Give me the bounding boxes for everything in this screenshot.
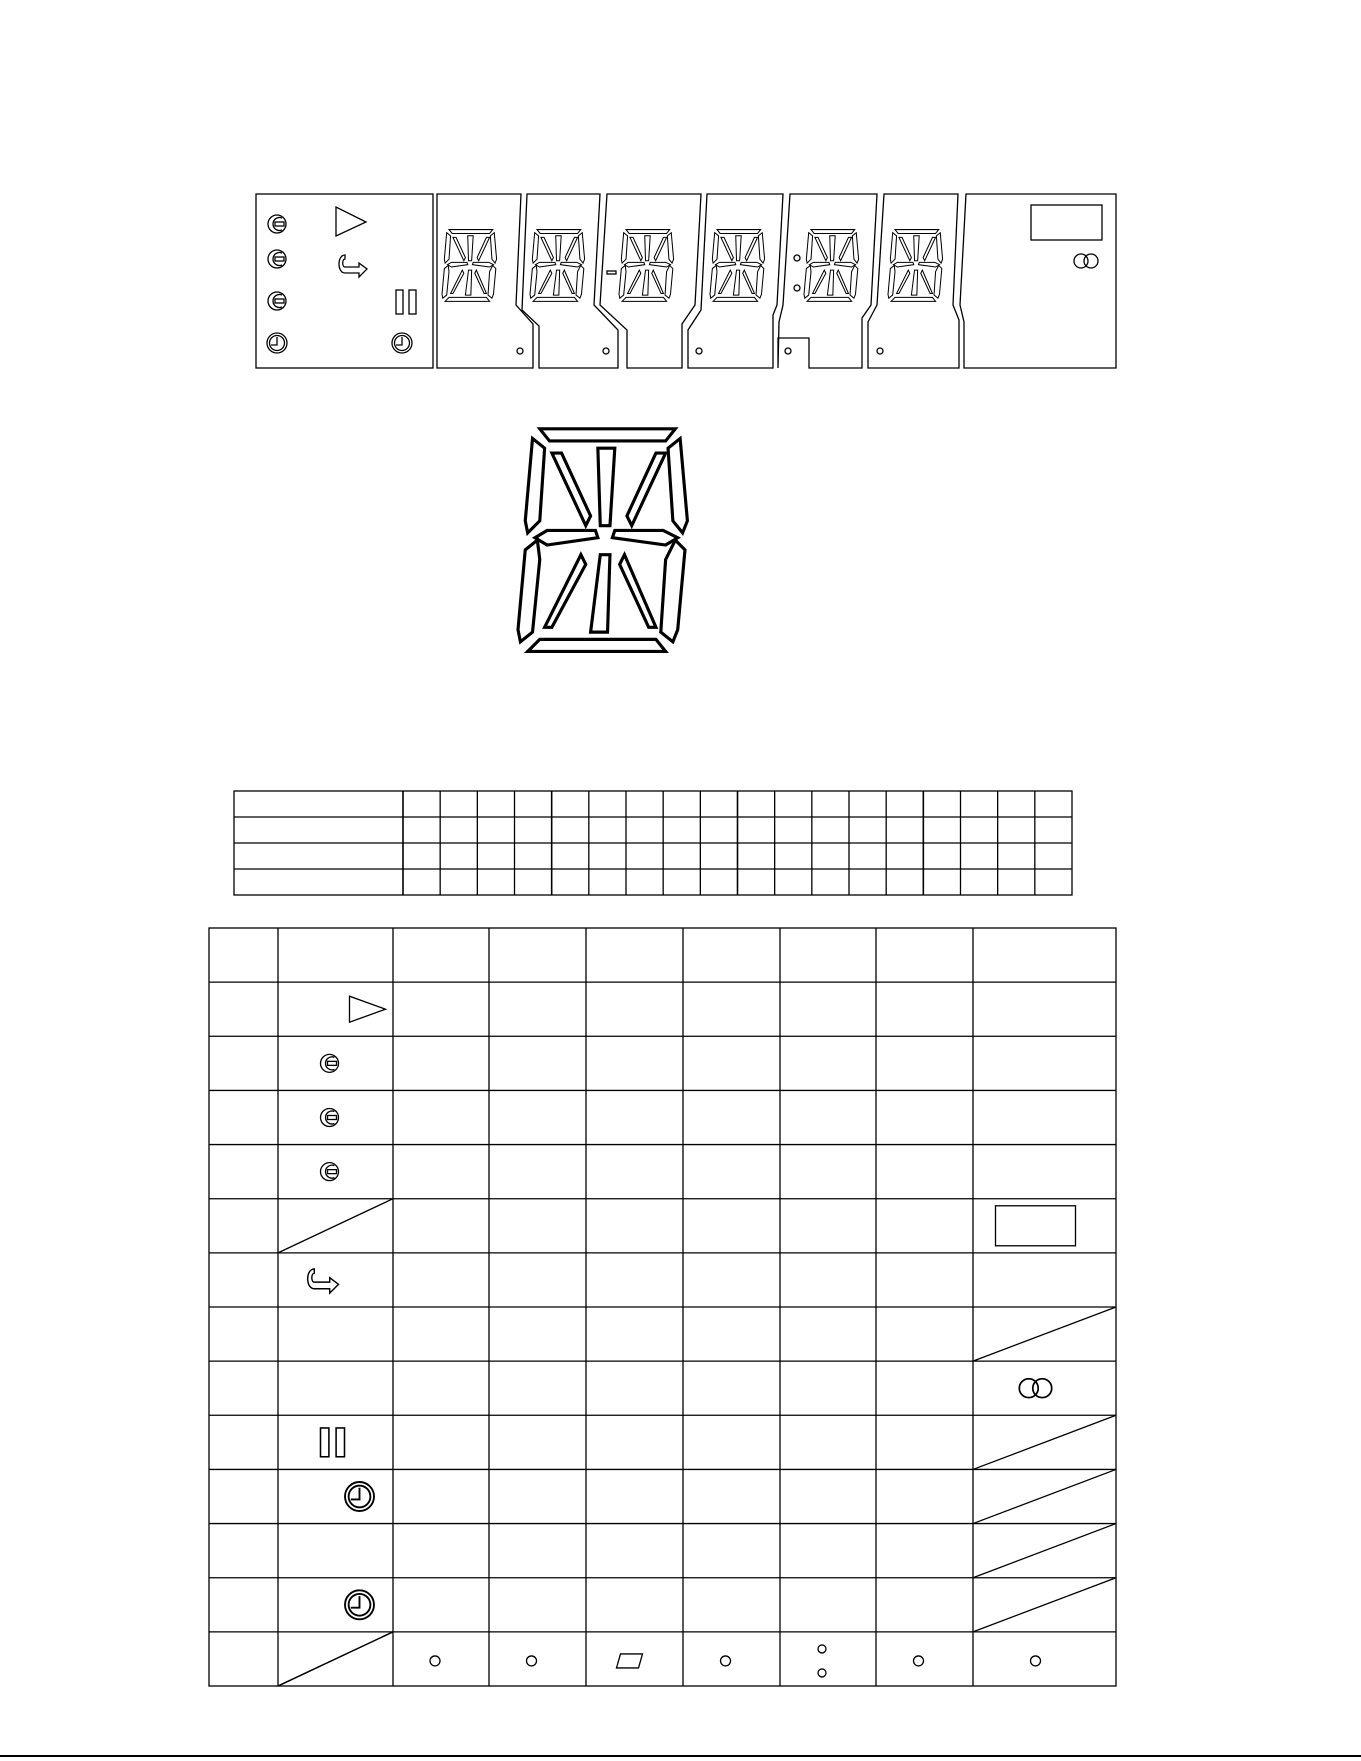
clock-icon [345, 1590, 374, 1619]
digit-6 [888, 230, 943, 302]
digit-5 [804, 230, 859, 302]
right-box [960, 194, 1116, 368]
disc-icon [268, 250, 286, 268]
digit-1 [442, 230, 497, 302]
repeat-icon [308, 1269, 339, 1293]
page-bottom-rule [0, 1755, 1361, 1757]
clock-icon [267, 333, 287, 353]
grid-table [209, 928, 1116, 1686]
diagonal-strike [278, 1632, 393, 1686]
pin-table [234, 791, 1072, 895]
play-icon [350, 996, 386, 1022]
pause-icon [396, 290, 416, 314]
rectangle-indicator-icon [1031, 205, 1102, 240]
diagonal-strike [973, 1415, 1116, 1469]
decimal-dot [785, 348, 791, 354]
digit-module-5 [778, 194, 877, 368]
stereo-icon [1074, 254, 1098, 268]
parallelogram-icon [617, 1654, 643, 1668]
diagonal-strike [973, 1469, 1116, 1523]
diagonal-strike [973, 1524, 1116, 1578]
segment-detail [518, 429, 687, 652]
clock-icon [345, 1482, 374, 1511]
circle-dot-icon [430, 1656, 440, 1666]
pause-icon [321, 1428, 345, 1457]
play-icon [336, 207, 366, 236]
digit-2 [530, 230, 585, 302]
digit-4 [710, 230, 765, 302]
decimal-dot [877, 348, 883, 354]
colon-dot-upper [794, 255, 800, 261]
colon-dot-lower [794, 285, 800, 291]
diagonal-strike [278, 1199, 393, 1253]
circle-dot-icon [527, 1656, 537, 1666]
diagonal-strike [973, 1578, 1116, 1632]
repeat-icon [339, 255, 367, 277]
disc-icon [321, 1163, 339, 1181]
digit-3 [619, 230, 674, 302]
disc-icon [321, 1054, 339, 1072]
decimal-dot [517, 348, 523, 354]
colon-dots-icon [818, 1645, 826, 1677]
dash-separator [607, 271, 616, 274]
decimal-dot [696, 348, 702, 354]
digit-module-1 [437, 194, 533, 368]
display-panel [256, 194, 1116, 368]
digit-module-3 [600, 194, 701, 368]
decimal-dot [603, 348, 609, 354]
rectangle-indicator-icon [996, 1206, 1076, 1246]
circle-dot-icon [721, 1656, 731, 1666]
icon-box [256, 194, 433, 368]
disc-icon [268, 215, 286, 233]
clock-icon [392, 333, 412, 353]
disc-icon [321, 1109, 339, 1127]
circle-dot-icon [1031, 1656, 1041, 1666]
diagonal-strike [973, 1307, 1116, 1361]
disc-icon [268, 292, 286, 310]
stereo-icon [1019, 1379, 1051, 1398]
circle-dot-icon [914, 1656, 924, 1666]
